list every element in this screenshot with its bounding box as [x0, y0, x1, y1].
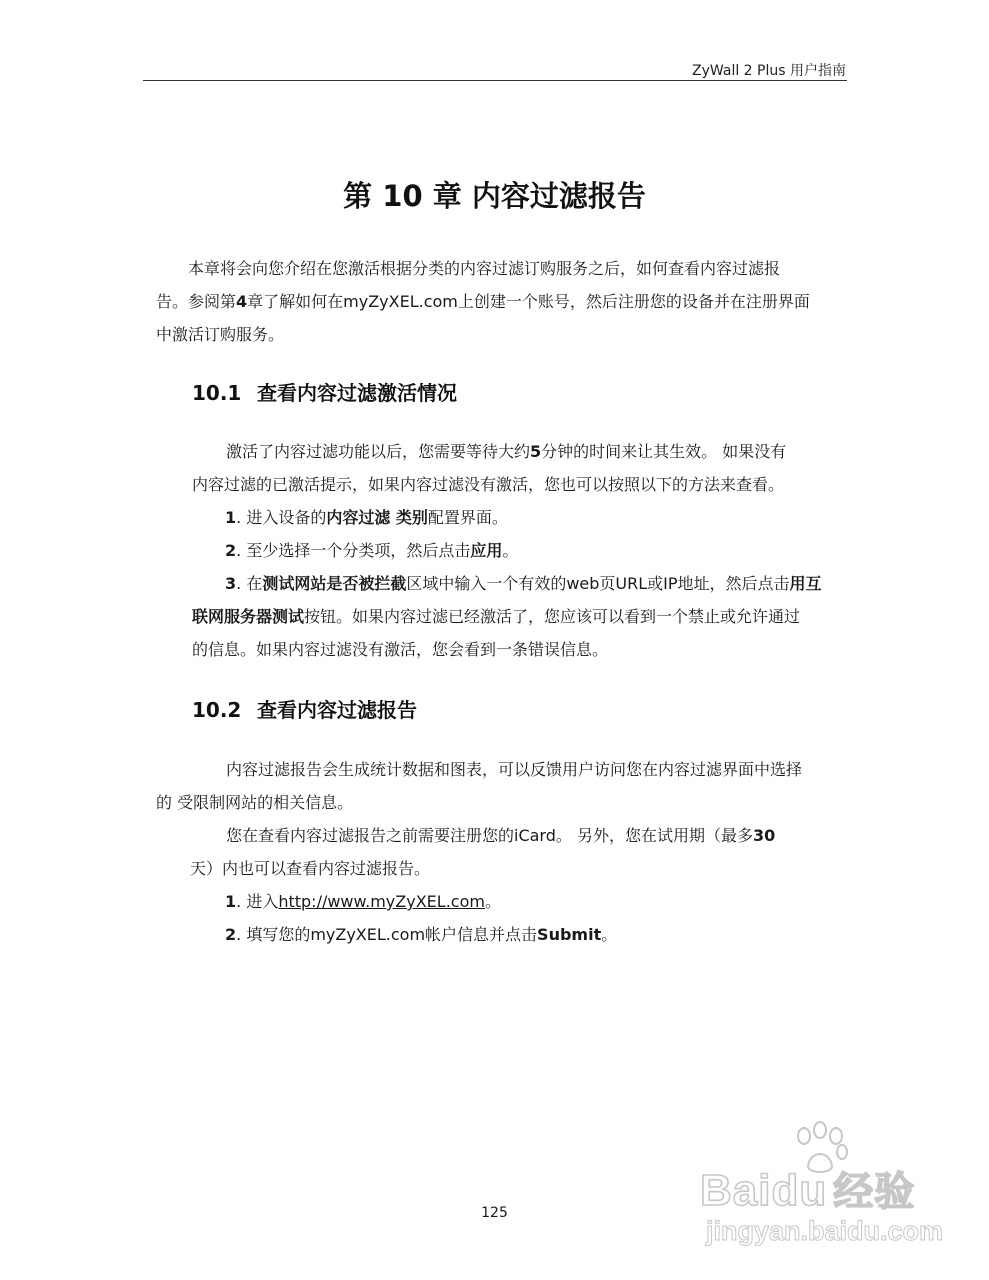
section1-step-2: 2. 至少选择一个分类项，然后点击应用。	[225, 541, 519, 560]
section2-para2-line-1: 您在查看内容过滤报告之前需要注册您的iCard。 另外，您在试用期（最多30	[226, 826, 776, 845]
section1-step-3-line-2: 联网服务器测试按钮。如果内容过滤已经激活了，您应该可以看到一个禁止或允许通过	[192, 607, 801, 626]
section-number: 10.2	[192, 698, 242, 722]
section-heading-10-1	[192, 377, 457, 406]
running-header: ZyWall 2 Plus 用户指南	[692, 63, 846, 79]
baidu-jingyan-watermark	[700, 1128, 950, 1246]
intro-line-2: 告。参阅第4章了解如何在myZyXEL.com上创建一个账号，然后注册您的设备并在注册界面	[156, 292, 810, 311]
chapter-title: 第 10 章 内容过滤报告	[343, 179, 646, 213]
section2-para1-line-2: 的 受限制网站的相关信息。	[156, 793, 354, 812]
intro-paragraph	[156, 252, 856, 351]
header-rule	[143, 80, 847, 81]
section1-step-1: 1. 进入设备的内容过滤 类别配置界面。	[225, 508, 508, 527]
section1-step-3-line-3: 的信息。如果内容过滤没有激活，您会看到一条错误信息。	[192, 640, 609, 659]
section-title: 查看内容过滤报告	[257, 698, 417, 722]
section2-step-2: 2. 填写您的myZyXEL.com帐户信息并点击Submit。	[225, 925, 618, 944]
section1-para-line-2: 内容过滤的已激活提示，如果内容过滤没有激活，您也可以按照以下的方法来查看。	[192, 475, 785, 494]
section1-step-3-line-1: 3. 在测试网站是否被拦截区域中输入一个有效的web页URL或IP地址，然后点击用互	[225, 574, 822, 593]
section2-para1-line-1: 内容过滤报告会生成统计数据和图表，可以反馈用户访问您在内容过滤界面中选择	[226, 760, 803, 779]
section1-para-line-1: 激活了内容过滤功能以后，您需要等待大约5分钟的时间来让其生效。 如果没有	[226, 442, 787, 461]
section-heading-10-2	[192, 694, 417, 723]
myzyxel-link[interactable]: http://www.myZyXEL.com	[278, 892, 485, 911]
page-number: 125	[481, 1205, 508, 1221]
section-number: 10.1	[192, 381, 242, 405]
watermark-logo: Baidu 经验	[700, 1166, 916, 1215]
intro-line-1: 本章将会向您介绍在您激活根据分类的内容过滤订购服务之后，如何查看内容过滤报	[188, 259, 781, 278]
intro-line-3: 中激活订购服务。	[156, 325, 285, 344]
section2-step-1: 1. 进入http://www.myZyXEL.com。	[225, 892, 501, 911]
section2-para2-line-2: 天）内也可以查看内容过滤报告。	[190, 859, 431, 878]
section-title: 查看内容过滤激活情况	[257, 381, 457, 405]
watermark-url: jingyan.baidu.com	[706, 1216, 944, 1246]
